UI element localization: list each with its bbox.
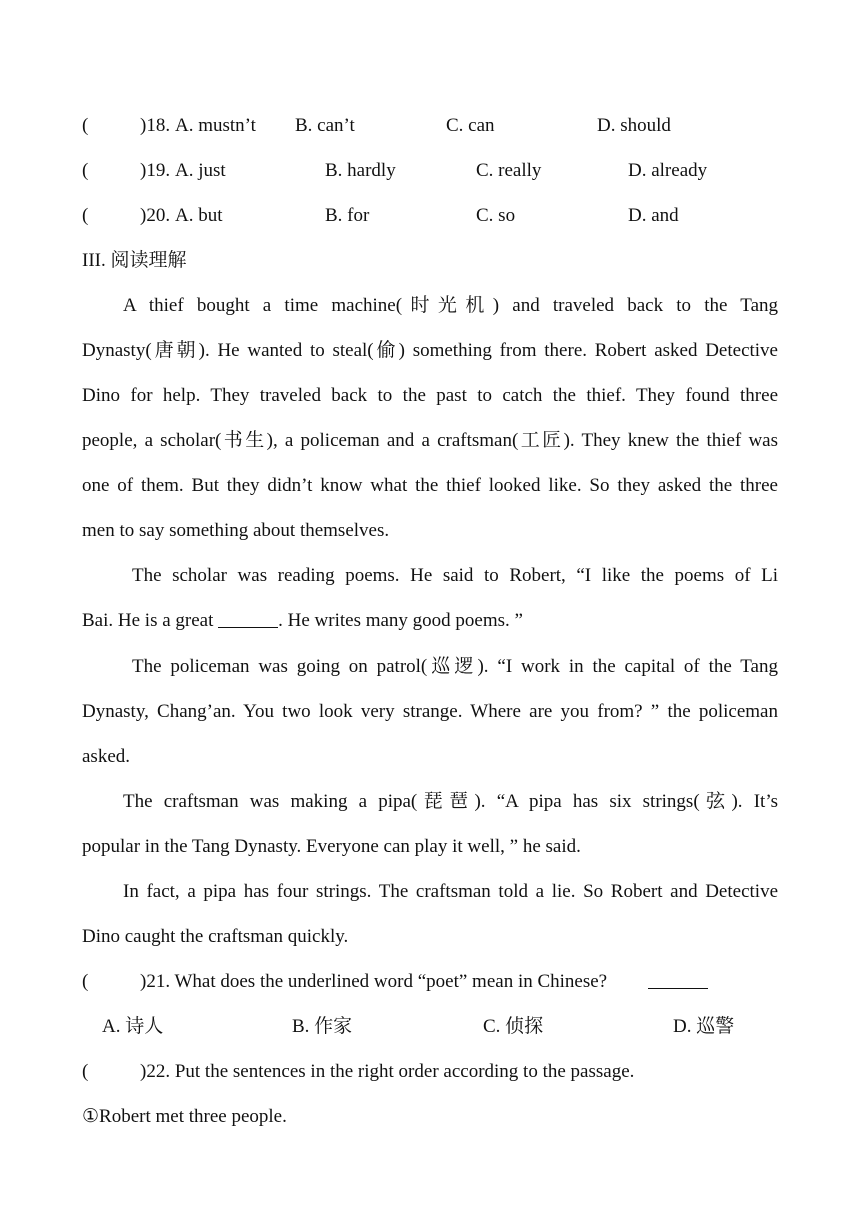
passage-line: Dynasty, Chang’an. You two look very strange. Where are you from? ” the policeman: [82, 701, 778, 722]
passage-line: A thief bought a time machine(时光机) and traveled back to the Tang: [123, 295, 778, 316]
option-a: A. just: [175, 160, 226, 181]
answer-blank[interactable]: [218, 611, 278, 628]
question-number: )20.: [140, 205, 171, 226]
passage-line: asked.: [82, 746, 131, 767]
question-number: )18.: [140, 115, 171, 136]
option-c: C. so: [476, 205, 516, 226]
answer-blank[interactable]: [648, 970, 708, 994]
passage-line: men to say something about themselves.: [82, 520, 390, 541]
passage-text: Bai. He is a great: [82, 610, 219, 631]
option-b: B. 作家: [292, 1016, 353, 1037]
question-22-text: )22. Put the sentences in the right order according to the passage.: [140, 1061, 635, 1082]
option-d: D. 巡警: [673, 1016, 735, 1037]
option-b: B. can’t: [295, 115, 355, 136]
option-a: A. but: [175, 205, 223, 226]
option-c: C. really: [476, 160, 542, 181]
question-21-text: )21. What does the underlined word “poet” mean in Chinese?: [140, 971, 608, 992]
passage-line: Dynasty(唐朝). He wanted to steal(偷) something from there. Robert asked Detective: [82, 340, 778, 361]
question-number: )19.: [140, 160, 171, 181]
passage-line: Dino caught the craftsman quickly.: [82, 926, 349, 947]
passage-line: Dino for help. They traveled back to the past to catch the thief. They found three: [82, 385, 778, 406]
passage-line-with-blank: [82, 609, 523, 633]
passage-line: one of them. But they didn’t know what the thief looked like. So they asked the three: [82, 475, 778, 496]
option-c: C. 侦探: [483, 1016, 544, 1037]
option-c: C. can: [446, 115, 495, 136]
answer-paren: (: [82, 971, 89, 992]
option-d: D. and: [628, 205, 679, 226]
order-item-1: ①Robert met three people.: [82, 1106, 287, 1127]
option-a: A. mustn’t: [175, 115, 256, 136]
answer-paren: (: [82, 115, 89, 136]
answer-paren: (: [82, 160, 89, 181]
option-d: D. should: [597, 115, 671, 136]
option-b: B. for: [325, 205, 370, 226]
passage-line: The craftsman was making a pipa(琵琶). “A pipa has six strings(弦). It’s: [123, 791, 778, 812]
answer-paren: (: [82, 1061, 89, 1082]
option-d: D. already: [628, 160, 708, 181]
passage-line: popular in the Tang Dynasty. Everyone can play it well, ” he said.: [82, 836, 581, 857]
answer-paren: (: [82, 205, 89, 226]
option-a: A. 诗人: [102, 1016, 164, 1037]
passage-line: In fact, a pipa has four strings. The craftsman told a lie. So Robert and Detective: [123, 881, 778, 902]
section-title: III. 阅读理解: [82, 250, 187, 271]
passage-line: people, a scholar(书生), a policeman and a craftsman(工匠). They knew the thief was: [82, 430, 778, 451]
option-b: B. hardly: [325, 160, 396, 181]
passage-line: The policeman was going on patrol(巡逻). “I work in the capital of the Tang: [132, 656, 778, 677]
passage-line: The scholar was reading poems. He said to Robert, “I like the poems of Li: [132, 565, 778, 586]
passage-text: . He writes many good poems. ”: [278, 610, 523, 631]
